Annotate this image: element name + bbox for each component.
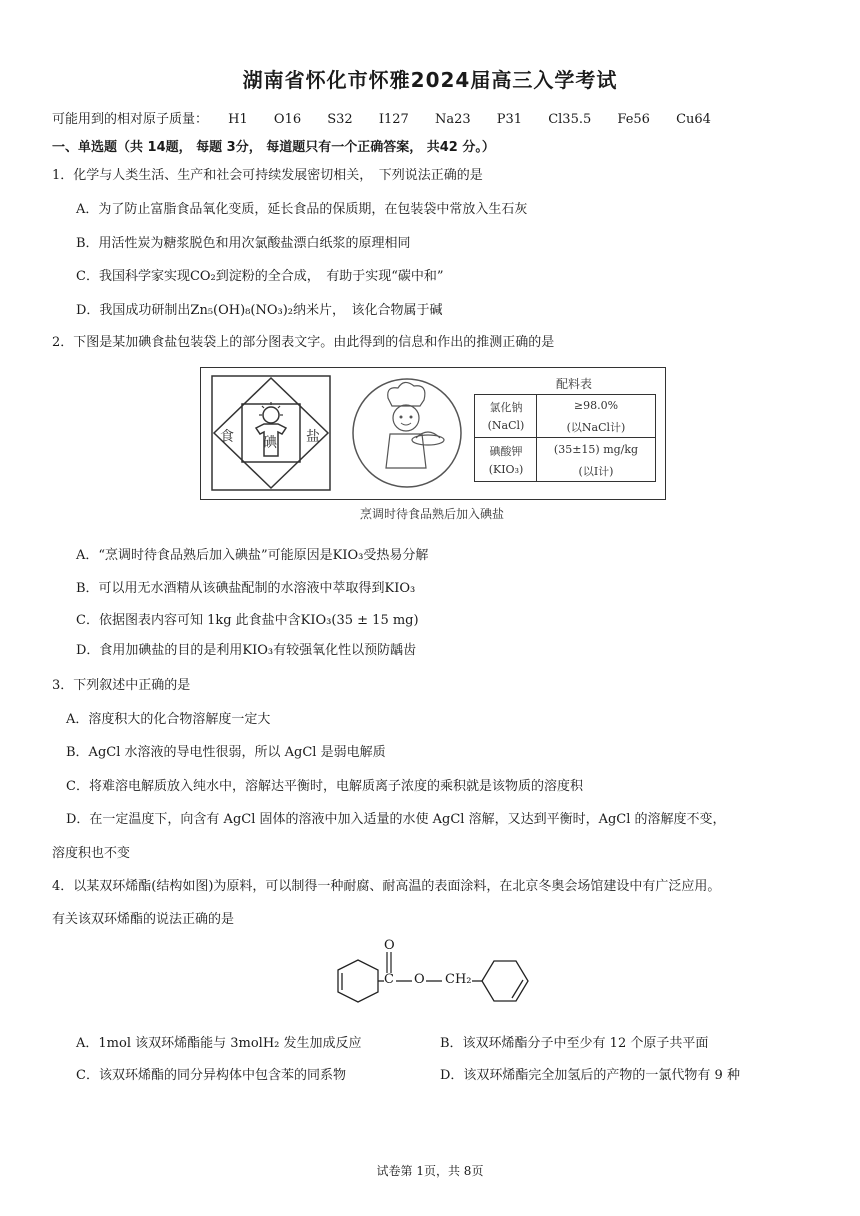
mass-item: P31 — [496, 112, 523, 127]
q2-option-d: D．食用加碘盐的目的是利用KIO₃有较强氧化性以预防龋齿 — [76, 643, 417, 658]
structure-carbonyl-o: O — [384, 938, 395, 953]
mass-item: I127 — [378, 112, 409, 127]
page-title: 湖南省怀化市怀雅2024届高三入学考试 — [242, 68, 618, 92]
q4-option-b: B．该双环烯酯分子中至少有 12 个原子共平面 — [440, 1036, 709, 1051]
mass-item: Na23 — [434, 112, 471, 127]
structure-bonds — [322, 940, 542, 1010]
atomic-masses-line — [52, 108, 733, 127]
mass-item: O16 — [273, 112, 302, 127]
section-heading: 一、单选题（共 14题， 每题 3分， 每道题只有一个正确答案， 共42 分。） — [52, 140, 495, 155]
structure-carbon: C — [384, 972, 394, 987]
question-4-stem: 4．以某双环烯酯(结构如图)为原料，可以制得一种耐腐、耐高温的表面涂料，在北京冬奥会场馆建设中有广泛应用。 — [52, 879, 721, 894]
table-cell-kio3-name: 碘酸钾 — [489, 445, 523, 458]
question-4-stem-cont: 有关该双环烯酯的说法正确的是 — [52, 912, 235, 927]
chef-illustration — [348, 372, 466, 494]
mass-item: Cu64 — [676, 112, 711, 127]
question-3-stem: 3．下列叙述中正确的是 — [52, 678, 191, 693]
q3-option-b: B．AgCl 水溶液的导电性很弱，所以 AgCl 是弱电解质 — [66, 745, 386, 760]
table-cell-nacl-formula: (NaCl) — [487, 419, 525, 432]
q2-option-b: B．可以用无水酒精从该碘盐配制的水溶液中萃取得到KIO₃ — [76, 581, 416, 596]
table-cell-kio3-formula: (KIO₃) — [488, 463, 524, 476]
table-cell-nacl-content: ≥98.0% — [573, 399, 619, 412]
mass-item: S32 — [327, 112, 353, 127]
table-cell-kio3-content: (35±15) mg/kg — [553, 443, 639, 456]
q4-option-c: C．该双环烯酯的同分异构体中包含苯的同系物 — [76, 1068, 346, 1083]
q3-option-c: C．将难溶电解质放入纯水中，溶解达平衡时，电解质离子浓度的乘积就是该物质的溶度积 — [66, 779, 583, 794]
logo-char-center: 碘 — [263, 435, 277, 451]
question-1-stem: 1．化学与人类生活、生产和社会可持续发展密切相关， 下列说法正确的是 — [52, 168, 483, 183]
figure-caption: 烹调时待食品熟后加入碘盐 — [359, 507, 504, 521]
page-footer: 试卷第 1页，共 8页 — [376, 1164, 484, 1178]
q4-option-a: A．1mol 该双环烯酯能与 3molH₂ 发生加成反应 — [76, 1036, 362, 1051]
mass-item: Cl35.5 — [548, 112, 592, 127]
q3-option-d-cont: 溶度积也不变 — [52, 846, 131, 861]
q1-option-a: A．为了防止富脂食品氧化变质，延长食品的保质期，在包装袋中常放入生石灰 — [76, 202, 528, 217]
structure-ch2: CH₂ — [445, 972, 472, 987]
q1-option-d: D．我国成功研制出Zn₅(OH)₈(NO₃)₂纳米片， 该化合物属于碱 — [76, 303, 443, 318]
q1-option-c: C．我国科学家实现CO₂到淀粉的全合成， 有助于实现“碳中和” — [76, 269, 444, 284]
question-2-stem: 2．下图是某加碘食盐包装袋上的部分图表文字。由此得到的信息和作出的推测正确的是 — [52, 335, 555, 350]
mass-item: Fe56 — [617, 112, 650, 127]
table-cell-kio3-basis: (以I计) — [578, 465, 614, 478]
table-cell-nacl-name: 氯化钠 — [489, 401, 523, 414]
q2-option-a: A．“烹调时待食品熟后加入碘盐”可能原因是KIO₃受热易分解 — [76, 548, 429, 563]
q2-option-c: C．依据图表内容可知 1kg 此食盐中含KIO₃(35 ± 15 mg) — [76, 613, 419, 628]
logo-char-right: 盐 — [306, 429, 320, 445]
q1-option-b: B．用活性炭为糖浆脱色和用次氯酸盐漂白纸浆的原理相同 — [76, 236, 411, 251]
logo-char-left: 食 — [220, 429, 234, 445]
mass-item: H1 — [228, 112, 248, 127]
atomic-masses-label: 可能用到的相对原子质量： — [52, 112, 209, 127]
q3-option-a: A．溶度积大的化合物溶解度一定大 — [66, 712, 271, 727]
ingredient-table-title: 配料表 — [555, 377, 592, 391]
q3-option-d: D．在一定温度下，向含有 AgCl 固体的溶液中加入适量的水使 AgCl 溶解，又达到平衡时，AgCl 的溶解度不变， — [66, 812, 726, 827]
table-row-divider — [474, 437, 655, 438]
q4-option-d: D．该双环烯酯完全加氢后的产物的一氯代物有 9 种 — [440, 1068, 740, 1083]
table-cell-nacl-basis: (以NaCl计) — [566, 421, 626, 434]
structure-ester-o: O — [414, 972, 425, 987]
